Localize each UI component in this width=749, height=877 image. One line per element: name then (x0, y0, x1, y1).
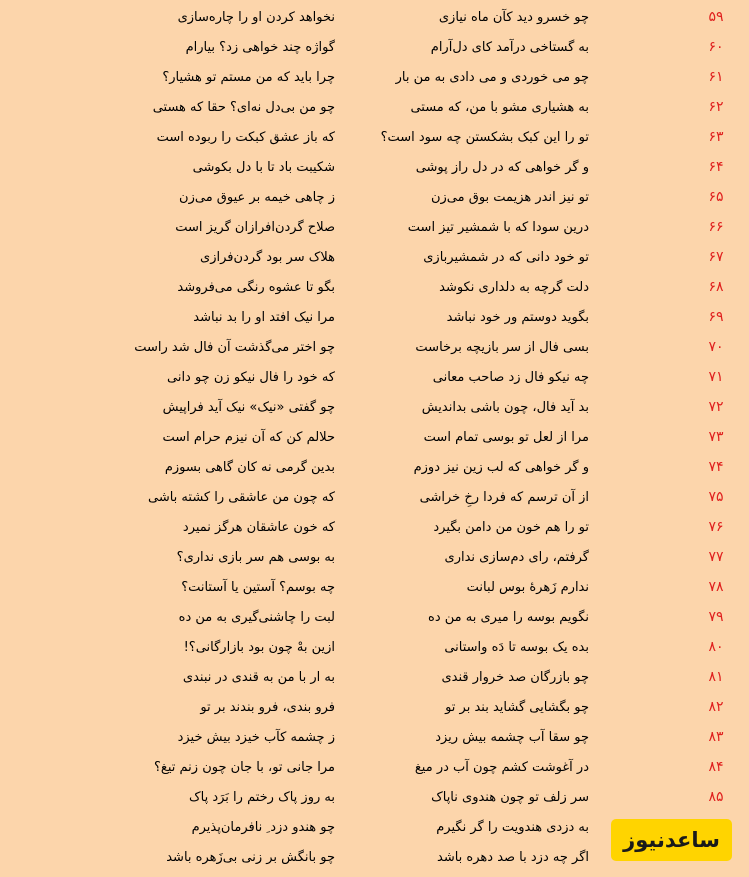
verse-row (0, 334, 749, 364)
first-hemistich: تو را هم خون من دامن بگیرد (433, 520, 589, 535)
verse-row (0, 454, 749, 484)
second-hemistich: به روز پاک رختم را بَرَد پاک (188, 790, 335, 805)
first-hemistich: چو بازرگان صد خروار قندی (441, 670, 589, 685)
first-hemistich: و گر خواهی که لب زین نیز دوزم (413, 460, 589, 475)
verse-row (0, 4, 749, 34)
verse-row (0, 304, 749, 334)
first-hemistich: چو خسرو دید کآن ماه نیازی (438, 10, 589, 25)
verse-number: ۸۴ (708, 759, 724, 775)
second-hemistich: فرو بندی، فرو بندند بر تو (200, 700, 335, 715)
verse-number: ۸۰ (708, 639, 724, 655)
first-hemistich: تو خود دانی که در شمشیربازی (423, 250, 589, 265)
first-hemistich: درین سودا که با شمشیر تیز است (407, 220, 589, 235)
second-hemistich: به بوسی هم سر بازی نداری؟ (176, 550, 335, 565)
first-hemistich: تو نیز اندر هزیمت بوق می‌زن (430, 190, 589, 205)
first-hemistich: بسی فال از سر بازیچه برخاست (415, 340, 589, 355)
first-hemistich: و گر خواهی که در دل راز پوشی (415, 160, 589, 175)
verse-number: ۷۷ (708, 549, 724, 565)
verse-number: ۷۰ (708, 339, 724, 355)
second-hemistich: که باز عشق کبکت را ربوده است (156, 130, 335, 145)
second-hemistich: ز چاهی خیمه بر عیوق می‌زن (179, 190, 335, 205)
second-hemistich: چو هندو دزد ِ نافرمان‌پذیرم (191, 820, 335, 835)
verse-number: ۶۶ (708, 219, 724, 235)
second-hemistich: شکیبت باد تا با دل بکوشی (192, 160, 335, 175)
verse-number: ۶۹ (708, 309, 724, 325)
verse-row (0, 514, 749, 544)
verse-number: ۶۸ (708, 279, 724, 295)
verse-number: ۶۴ (708, 159, 724, 175)
verse-row (0, 34, 749, 64)
first-hemistich: چو بگشایی گشاید بند بر تو (445, 700, 589, 715)
second-hemistich: چو اختر می‌گذشت آن فال شد راست (134, 340, 335, 355)
verse-number: ۷۵ (708, 489, 724, 505)
first-hemistich: تو را این کبک بشکستن چه سود است؟ (380, 130, 589, 145)
first-hemistich: در آغوشت کشم چون آب در میغ (414, 760, 589, 775)
verse-row (0, 364, 749, 394)
verse-row (0, 754, 749, 784)
first-hemistich: نگویم بوسه را میری به من ده (428, 610, 589, 625)
poem-table (0, 4, 749, 874)
verse-row (0, 184, 749, 214)
second-hemistich: ازین بهْ چون بود بازارگانی؟! (183, 640, 335, 655)
verse-number: ۷۹ (708, 609, 724, 625)
first-hemistich: مرا از لعل تو بوسی تمام است (423, 430, 589, 445)
second-hemistich: صلاح گردن‌افرازان گریز است (175, 220, 335, 235)
second-hemistich: به ار با من به قندی در نبندی (182, 670, 335, 685)
second-hemistich: چه بوسم؟ آستین یا آستانت؟ (181, 580, 335, 595)
first-hemistich: گرفتم، رای دم‌سازی نداری (444, 550, 589, 565)
verse-row (0, 694, 749, 724)
verse-number: ۶۰ (708, 39, 724, 55)
second-hemistich: مرا جانی تو، با جان چون زنم تیغ؟ (154, 760, 335, 775)
first-hemistich: به گستاخی درآمد کای دل‌آرام (430, 40, 589, 55)
verse-row (0, 784, 749, 814)
second-hemistich: هلاک سر بود گردن‌فرازی (200, 250, 335, 265)
first-hemistich: ندارم زَهرهٔ بوس لبانت (466, 580, 589, 595)
first-hemistich: بگوید دوستم ور خود نباشد (446, 310, 589, 325)
first-hemistich: چو سقا آب چشمه بیش ریزد (435, 730, 589, 745)
verse-row (0, 664, 749, 694)
verse-row (0, 64, 749, 94)
second-hemistich: بگو تا عشوه رنگی می‌فروشد (177, 280, 335, 295)
verse-number: ۵۹ (708, 9, 724, 25)
site-logo: ساعدنیوز (611, 819, 732, 861)
verse-number: ۶۷ (708, 249, 724, 265)
verse-row (0, 634, 749, 664)
second-hemistich: حلالم کن که آن نیزم حرام است (162, 430, 335, 445)
verse-number: ۷۸ (708, 579, 724, 595)
second-hemistich: که خون عاشقان هرگز نمیرد (182, 520, 335, 535)
verse-number: ۶۵ (708, 189, 724, 205)
first-hemistich: چه نیکو فال زد صاحب معانی (432, 370, 589, 385)
verse-row (0, 544, 749, 574)
second-hemistich: مرا نیک افتد او را بد نباشد (193, 310, 335, 325)
verse-row (0, 424, 749, 454)
second-hemistich: چرا باید که من مستم تو هشیار؟ (162, 70, 335, 85)
second-hemistich: نخواهد کردن او را چاره‌سازی (177, 10, 335, 25)
verse-number: ۶۲ (708, 99, 724, 115)
verse-number: ۷۲ (708, 399, 724, 415)
verse-row (0, 274, 749, 304)
first-hemistich: چو می خوردی و می دادی به من بار (395, 70, 589, 85)
verse-number: ۸۲ (708, 699, 724, 715)
second-hemistich: چو بانگش بر زنی بی‌زَهره باشد (166, 850, 335, 865)
second-hemistich: لبت را چاشنی‌گیری به من ده (178, 610, 335, 625)
first-hemistich: سر زلف تو چون هندوی ناپاک (431, 790, 589, 805)
verse-row (0, 574, 749, 604)
verse-number: ۸۳ (708, 729, 724, 745)
verse-number: ۷۶ (708, 519, 724, 535)
verse-row (0, 154, 749, 184)
verse-number: ۷۴ (708, 459, 724, 475)
second-hemistich: چو من بی‌دل نه‌ای؟ حقا که هستی (152, 100, 335, 115)
verse-row (0, 604, 749, 634)
first-hemistich: به هشیاری مشو با من، که مستی (410, 100, 589, 115)
verse-number: ۷۱ (708, 369, 724, 385)
first-hemistich: دلت گرچه به دلداری نکوشد (439, 280, 589, 295)
verse-row (0, 94, 749, 124)
verse-number: ۷۳ (708, 429, 724, 445)
second-hemistich: ز چشمه کآب خیزد بیش خیزد (177, 730, 335, 745)
first-hemistich: بده یک بوسه تا دَه واستانی (444, 640, 589, 655)
verse-number: ۸۵ (708, 789, 724, 805)
verse-row (0, 724, 749, 754)
verse-number: ۶۱ (708, 69, 724, 85)
verse-number: ۸۱ (708, 669, 724, 685)
second-hemistich: که خود را فال نیکو زن چو دانی (166, 370, 335, 385)
verse-row (0, 244, 749, 274)
verse-row (0, 394, 749, 424)
first-hemistich: بد آید فال، چون باشی بداندیش (421, 400, 589, 415)
second-hemistich: که چون من عاشقی را کشته باشی (147, 490, 335, 505)
verse-row (0, 124, 749, 154)
verse-row (0, 484, 749, 514)
first-hemistich: به دزدی هندویت را گر نگیرم (436, 820, 589, 835)
first-hemistich: از آن ترسم که فردا رخِ خراشی (419, 490, 589, 505)
second-hemistich: بدین گرمی نه کان گاهی بسوزم (164, 460, 335, 475)
verse-row (0, 214, 749, 244)
first-hemistich: اگر چه دزد با صد دهره باشد (437, 850, 589, 865)
second-hemistich: چو گفتی «نیک» نیک آید فراپیش (162, 400, 335, 415)
verse-number: ۶۳ (708, 129, 724, 145)
second-hemistich: گواژه چند خواهی زد؟ بیارام (185, 40, 335, 55)
